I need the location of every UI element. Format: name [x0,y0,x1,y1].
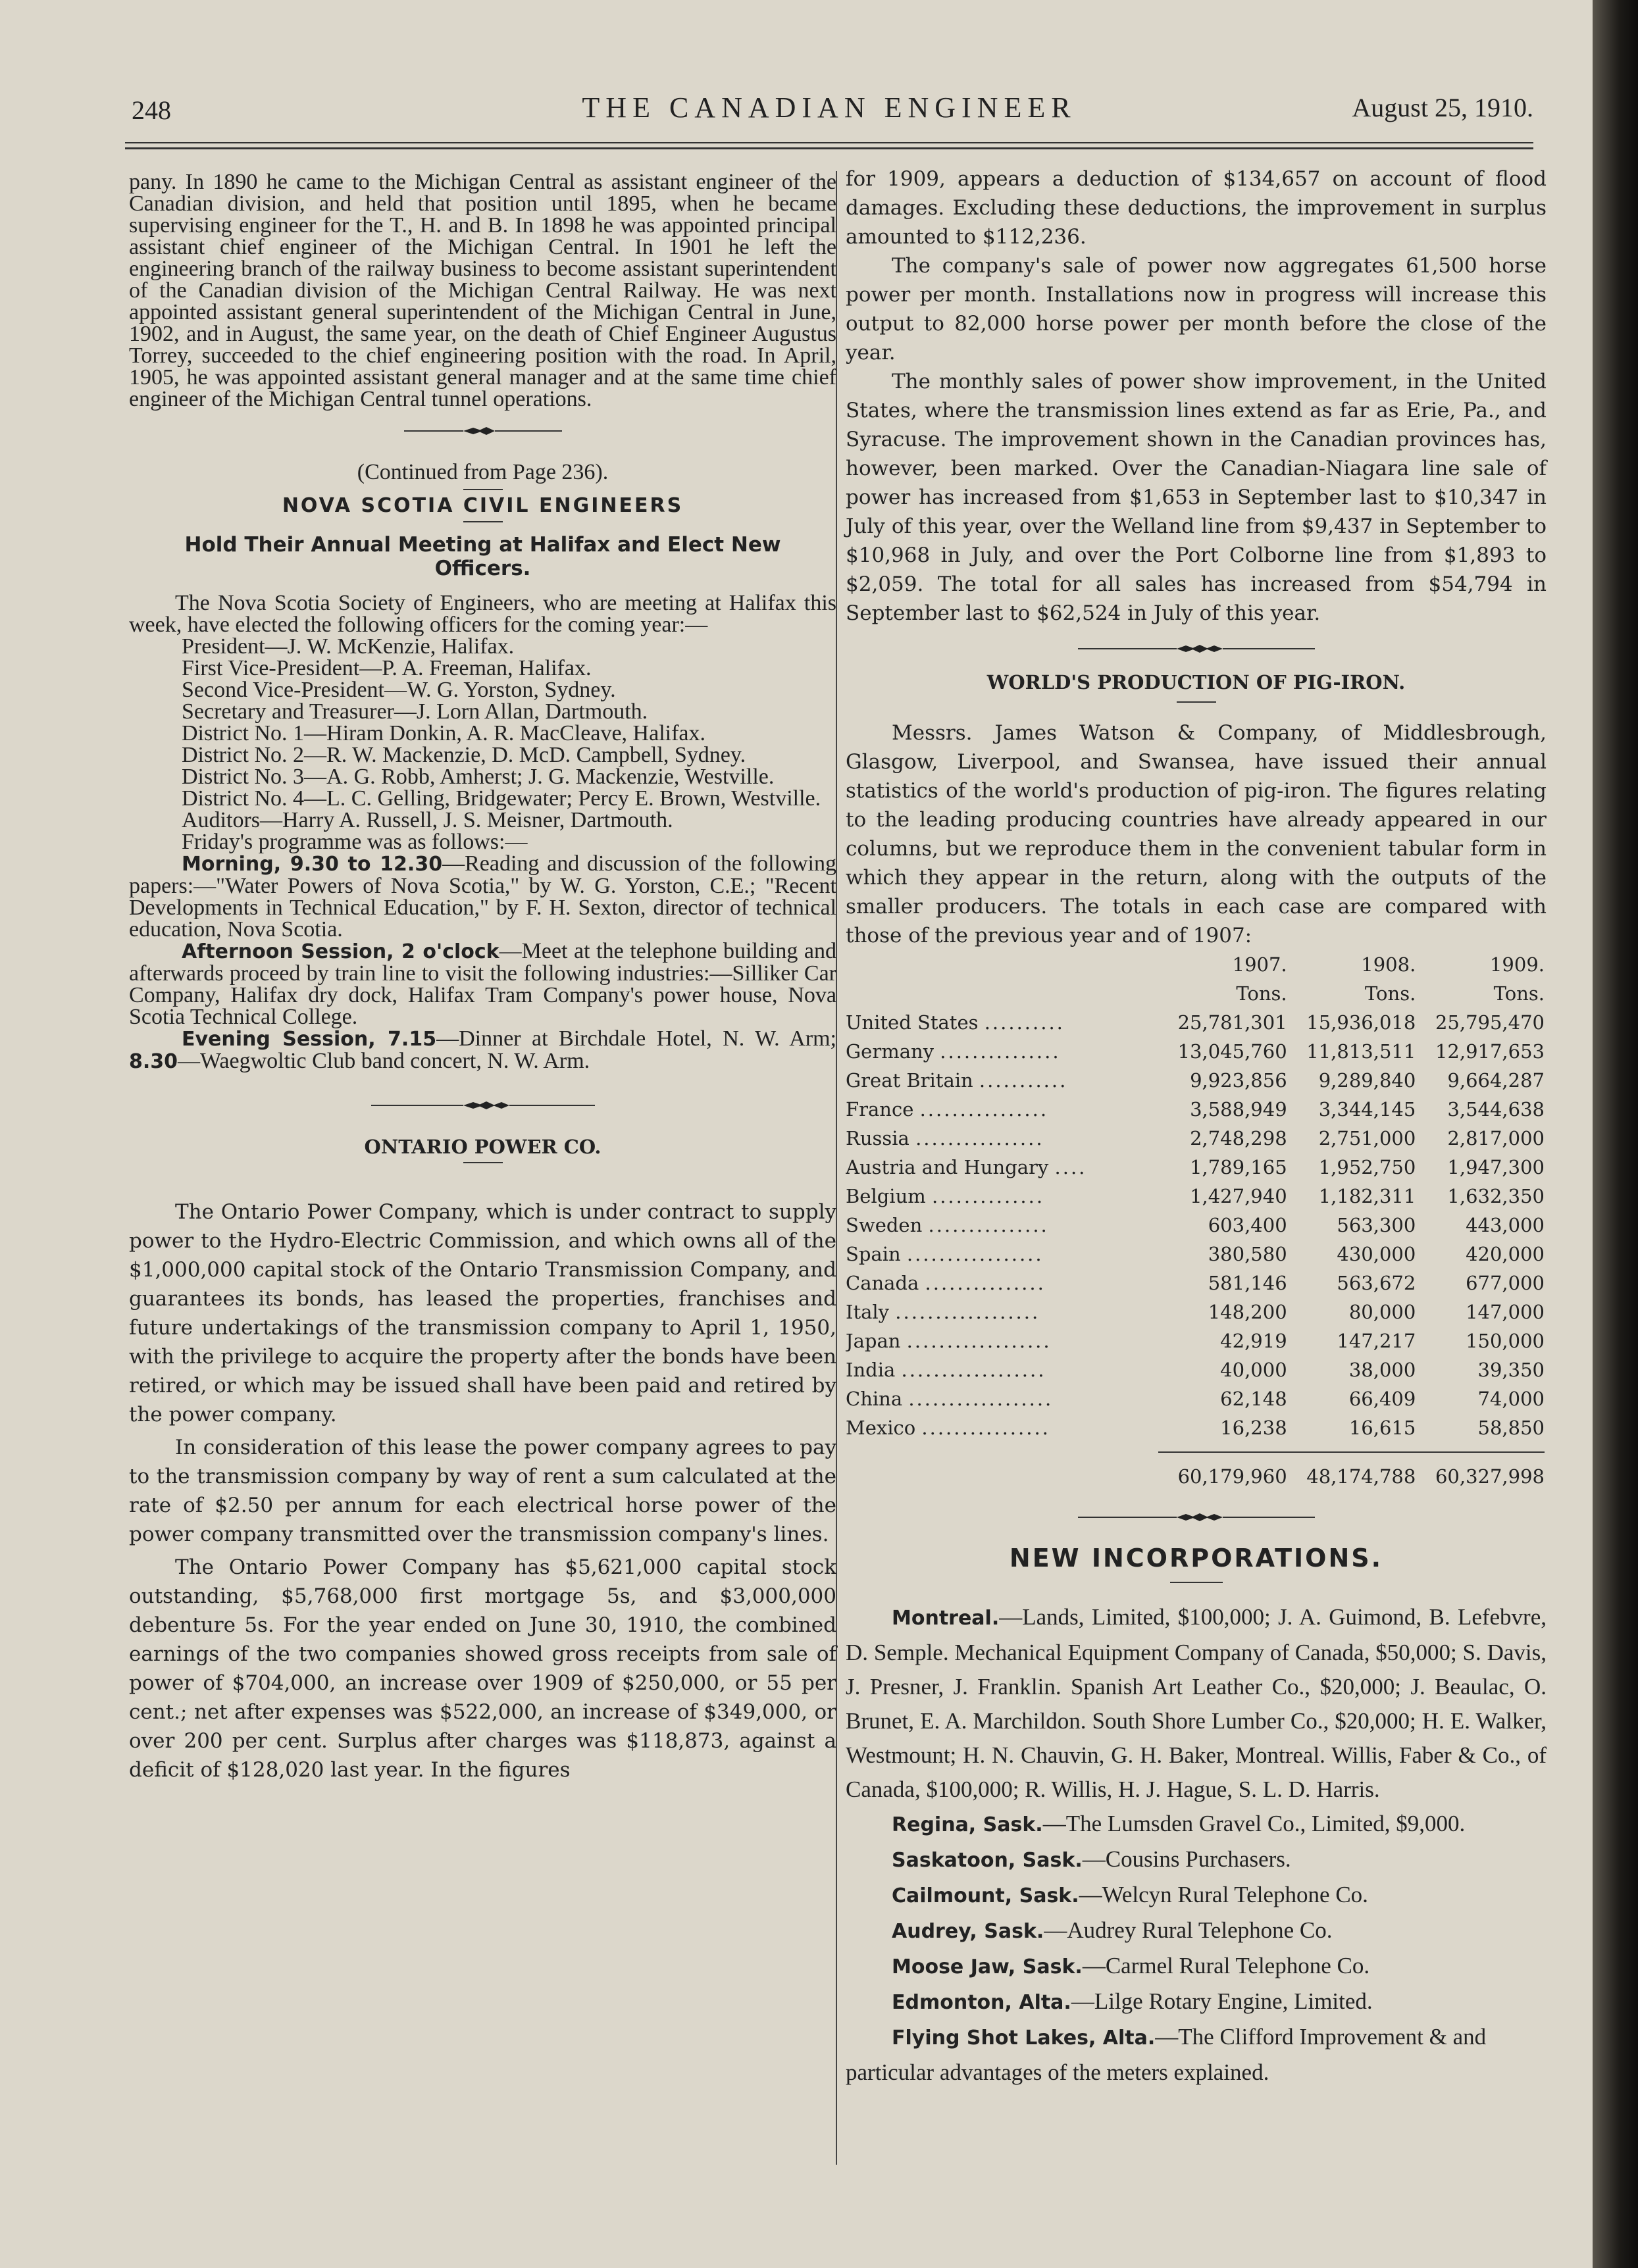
country-name: India [846,1359,896,1381]
district-line: District No. 3—A. G. Robb, Amherst; J. G. Mackenzie, Westville. [182,765,775,789]
value-cell: 603,400 [1208,1214,1287,1236]
inc-entry [846,1913,1547,1949]
value-cell: 581,146 [1208,1272,1287,1294]
inc-items [846,1807,1547,2090]
inc-place-label: Flying Shot Lakes, Alta. [892,2027,1156,2050]
dot-leaders: .............. [931,1185,1045,1207]
small-rule [463,1162,503,1163]
country-name: China [846,1388,903,1410]
value-cell: 39,350 [1477,1359,1545,1381]
table-row [846,1355,1545,1384]
evening-text: —Dinner at Birchdale Hotel, N. W. Arm; [436,1026,836,1051]
small-rule [463,489,503,490]
ns-intro: The Nova Scotia Society of Engineers, who are meeting at Halifax this week, have elected the following officers for the coming year:— [129,591,836,637]
op-paragraph-3: The Ontario Power Company has $5,621,000 capital stock outstanding, $5,768,000 first mortgage 5s, and $3,000,000 debenture 5s. For the year ended on June 30, 1910, the combined earnings of the two companies showed gross receipts from sale of power of $704,000, an increase over 1909 of $250,000, or 55 per cent.; net after expenses was $522,000, an increase of $349,000, or over 200 per cent. Surplus after charges was $118,873, against a deficit of $128,020 last year. In the figures [129,1555,836,1782]
afternoon-text: —Meet at the telephone building and afterwards proceed by train line to visit the following industries:—Silliker Car Company, Halifax dry dock, Halifax Tram Company's power house, Nova Scotia Technical College. [129,939,836,1029]
country-cell [846,1240,1158,1269]
year-1909: 1909. [1489,953,1545,976]
journal-title: THE CANADIAN ENGINEER [582,91,1077,124]
value-cell: 9,923,856 [1190,1069,1287,1092]
page-header [125,91,1533,130]
table-row [846,1298,1545,1326]
country-name: Great Britain [846,1069,973,1092]
morning-label: Morning, 9.30 to 12.30 [182,853,443,876]
inc-details: —The Lumsden Gravel Co., Limited, $9,000. [1042,1811,1466,1836]
ns-subtitle: Hold Their Annual Meeting at Halifax and Elect New Officers. [184,533,781,580]
op-paragraph-1: The Ontario Power Company, which is under contract to supply power to the Hydro-Electric Commission, and which owns all of the $1,000,000 capital stock of the Ontario Transmission Company, and guarantees its bonds, has leased the properties, franchises and future undertakings of the transmission company to April 1, 1950, with the privilege to acquire the property after the bonds have been retired, or which may be issued shall have been paid and retired by the power company. [129,1200,836,1426]
section-ornament [846,642,1547,662]
issue-date: August 25, 1910. [1352,93,1533,122]
afternoon-session [129,940,836,1028]
value-cell: 74,000 [1477,1388,1545,1410]
totals-row [846,1452,1545,1491]
country-name: United States [846,1011,979,1034]
inc-place-label: Edmonton, Alta. [892,1991,1071,2014]
inc-place-label: Audrey, Sask. [892,1920,1044,1943]
dot-leaders: .................. [906,1330,1052,1352]
dot-leaders: ............... [925,1272,1046,1294]
incorporations-list [846,1600,1547,2090]
officer-line: Secretary and Treasurer—J. Lorn Allan, Dartmouth. [182,699,648,724]
dot-leaders: ................ [921,1417,1050,1439]
district-line: District No. 2—R. W. Mackenzie, D. McD. Campbell, Sydney. [182,743,746,767]
value-cell: 12,917,653 [1435,1040,1545,1063]
dot-leaders: ............... [940,1040,1061,1063]
country-cell [846,1008,1158,1037]
table-row [846,1240,1545,1269]
dot-leaders: .................. [901,1359,1046,1381]
table-spacer [846,1442,1545,1452]
table-row [846,1384,1545,1413]
value-cell: 16,238 [1220,1417,1287,1439]
inc-place-label: Saskatoon, Sask. [892,1849,1083,1872]
value-cell: 150,000 [1466,1330,1545,1352]
value-cell: 563,672 [1337,1272,1416,1294]
country-cell [846,1355,1158,1384]
table-row [846,1095,1545,1124]
page-number: 248 [132,95,171,125]
small-rule [1170,1582,1223,1583]
officer-line: Second Vice-President—W. G. Yorston, Sydney. [182,678,616,702]
inc-details: —The Clifford Improvement & and particular advantages of the meters explained. [846,2024,1487,2085]
country-cell [846,1384,1158,1413]
value-cell: 2,748,298 [1190,1127,1287,1149]
dot-leaders: ................ [919,1098,1049,1121]
incorporations-title: NEW INCORPORATIONS. [1009,1544,1383,1573]
value-cell: 1,632,350 [1447,1185,1545,1207]
country-cell [846,1066,1158,1095]
ontario-power-article [129,1197,836,1784]
inc-details: —Welcyn Rural Telephone Co. [1079,1882,1368,1907]
pig-iron-title: WORLD'S PRODUCTION OF PIG-IRON. [986,671,1406,693]
section-ornament [846,1511,1547,1530]
evening-text-2: —Waegwoltic Club band concert, N. W. Arm. [178,1049,590,1073]
value-cell: 563,300 [1337,1214,1416,1236]
inc-entry [846,1984,1547,2020]
value-cell: 13,045,760 [1177,1040,1287,1063]
value-cell: 430,000 [1337,1243,1416,1265]
value-cell: 443,000 [1466,1214,1545,1236]
section-ornament [129,424,836,444]
inc-details: —Cousins Purchasers. [1082,1846,1291,1872]
value-cell: 9,664,287 [1447,1069,1545,1092]
country-name: Russia [846,1127,909,1149]
right-column [846,164,1547,2090]
country-cell [846,1182,1158,1211]
ns-title: NOVA SCOTIA CIVIL ENGINEERS [282,494,684,517]
country-cell [846,1298,1158,1326]
pig-iron-table [846,950,1545,1491]
value-cell: 58,850 [1477,1417,1545,1439]
small-rule [463,521,503,522]
country-name: Mexico [846,1417,916,1439]
district-line: District No. 4—L. C. Gelling, Bridgewater; Percy E. Brown, Westville. [182,786,821,811]
dot-leaders: .... [1054,1156,1087,1178]
value-cell: 9,289,840 [1318,1069,1416,1092]
evening-label: Evening Session, 7.15 [182,1028,437,1051]
morning-text: —Reading and discussion of the following papers:—"Water Powers of Nova Scotia," by W. G. Yorston, C.E.; "Recent Developments in Technical Education," by F. H. Sexton, director of technical education, Nova Scotia. [129,851,837,942]
total-cell: 60,327,998 [1416,1452,1545,1491]
unit-label: Tons. [1493,982,1545,1005]
country-name: Italy [846,1301,890,1323]
country-name: Austria and Hungary [846,1156,1049,1178]
value-cell: 25,795,470 [1435,1011,1545,1034]
value-cell: 1,789,165 [1190,1156,1287,1178]
value-cell: 147,000 [1466,1301,1545,1323]
country-name: Japan [846,1330,901,1352]
inc-details: —Lilge Rotary Engine, Limited. [1071,1988,1373,2014]
afternoon-label: Afternoon Session, 2 o'clock [182,940,499,963]
year-1907: 1907. [1232,953,1287,976]
dot-leaders: .......... [984,1011,1065,1034]
inc-details: —Carmel Rural Telephone Co. [1082,1953,1370,1978]
inc-place-label: Montreal. [892,1607,1000,1630]
country-name: Spain [846,1243,901,1265]
value-cell: 15,936,018 [1306,1011,1416,1034]
value-cell: 40,000 [1220,1359,1287,1381]
ontario-power-title: ONTARIO POWER CO. [364,1136,601,1158]
table-row [846,1413,1545,1442]
value-cell: 677,000 [1466,1272,1545,1294]
dot-leaders: .................. [908,1388,1054,1410]
left-column [129,171,836,1784]
country-name: Canada [846,1272,919,1294]
value-cell: 3,344,145 [1318,1098,1416,1121]
value-cell: 147,217 [1337,1330,1416,1352]
op-paragraph-2: In consideration of this lease the power company agrees to pay to the transmission company by way of rent a sum calculated at the rate of $2.50 per annum for each electrical horse power of the power company transmitted over the transmission company's lines. [129,1436,836,1546]
value-cell: 62,148 [1220,1388,1287,1410]
continued-note: (Continued from Page 236). [357,460,609,484]
value-cell: 66,409 [1348,1388,1416,1410]
inc-entry [846,1842,1547,1878]
dot-leaders: .................. [895,1301,1040,1323]
value-cell: 11,813,511 [1306,1040,1416,1063]
table-row [846,1269,1545,1298]
value-cell: 80,000 [1348,1301,1416,1323]
country-name: Belgium [846,1185,926,1207]
country-cell [846,1153,1158,1182]
inc-place-label: Regina, Sask. [892,1813,1043,1836]
small-rule [1177,701,1216,703]
programme-intro: Friday's programme was as follows:— [182,830,528,854]
officer-line: President—J. W. McKenzie, Halifax. [182,634,515,659]
unit-label: Tons. [1236,982,1287,1005]
total-cell: 48,174,788 [1287,1452,1416,1491]
table-row [846,1211,1545,1240]
op-paragraph-4: for 1909, appears a deduction of $134,657 on account of flood damages. Excluding these deductions, the improvement in surplus amounted to $112,236. [846,167,1547,249]
value-cell: 380,580 [1208,1243,1287,1265]
inc-entry [846,1807,1547,1842]
op-paragraph-5: The company's sale of power now aggregates 61,500 horse power per month. Installations now in progress will increase this output to 82,000 horse power per month before the close of the year. [846,254,1547,365]
ns-officers [129,592,836,1072]
header-rule [125,142,1533,149]
table-row [846,1037,1545,1066]
dot-leaders: ................ [915,1127,1044,1149]
evening-label-2: 8.30 [129,1050,178,1073]
table-row [846,1153,1545,1182]
inc-entry [846,1949,1547,1984]
table-row [846,1066,1545,1095]
inc-details: —Lands, Limited, $100,000; J. A. Guimond, B. Lefebvre, D. Semple. Mechanical Equipment Company of Canada, $50,000; S. Davis, J. Presner, J. Franklin. Spanish Art Leather Co., $20,000; J. Beaulac, O. Brunet, E. A. Marchildon. South Shore Lumber Co., $20,000; H. E. Walker, Westmount; H. N. Chauvin, G. H. Baker, Montreal. Willis, Faber & Co., of Canada, $100,000; R. Willis, H. J. Hague, S. L. D. Harris. [846,1604,1547,1802]
table-row [846,1182,1545,1211]
morning-session [129,853,836,940]
inc-place-label: Cailmount, Sask. [892,1884,1079,1907]
dot-leaders: ............... [928,1214,1049,1236]
total-cell: 60,179,960 [1158,1452,1287,1491]
country-cell [846,1211,1158,1240]
evening-session [129,1028,836,1072]
country-name: Sweden [846,1214,923,1236]
dot-leaders: ........... [979,1069,1068,1092]
country-name: France [846,1098,914,1121]
country-name: Germany [846,1040,934,1063]
value-cell: 2,751,000 [1318,1127,1416,1149]
table-header-years [846,950,1545,979]
pig-iron-intro: Messrs. James Watson & Company, of Middlesbrough, Glasgow, Liverpool, and Swansea, have issued their annual statistics of the world's production of pig-iron. The figures relating to the leading producing countries have already appeared in our columns, but we reproduce them in the convenient tabular form in which they appear in the return, along with the outputs of the smaller producers. The totals in each case are compared with those of the previous year and of 1907: [846,721,1547,947]
book-spine [1593,0,1638,2268]
year-1908: 1908. [1361,953,1416,976]
value-cell: 148,200 [1208,1301,1287,1323]
bio-paragraph: pany. In 1890 he came to the Michigan Central as assistant engineer of the Canadian division, and held that position until 1895, when he became supervising engineer for the T., H. and B. In 1898 he was appointed principal assistant chief engineer of the Michigan Central. In 1901 he left the engineering branch of the railway business to become assistant superintendent of the Canadian division of the Michigan Central Railway. He was next appointed assistant general superintendent of the Michigan Central in June, 1902, and in August, the same year, on the death of Chief Engineer Augustus Torrey, succeeded to the chief engineering position with the road. In April, 1905, he was appointed assistant general manager and at the same time chief engineer of the Michigan Central tunnel operations. [129,170,836,411]
value-cell: 1,947,300 [1447,1156,1545,1178]
value-cell: 42,919 [1220,1330,1287,1352]
table-row [846,1124,1545,1153]
unit-label: Tons. [1364,982,1416,1005]
value-cell: 1,427,940 [1190,1185,1287,1207]
auditors-line: Auditors—Harry A. Russell, J. S. Meisner, Dartmouth. [182,808,673,832]
value-cell: 38,000 [1348,1359,1416,1381]
country-cell [846,1413,1158,1442]
inc-details: —Audrey Rural Telephone Co. [1044,1917,1333,1943]
table-header-units [846,979,1545,1008]
op-paragraph-6: The monthly sales of power show improvement, in the United States, where the transmission lines extend as far as Erie, Pa., and Syracuse. The improvement shown in the Canadian provinces has, however, been marked. Over the Canadian-Niagara line sale of power has increased from $1,653 in September last to $10,347 in July of this year, over the Welland line from $9,437 in September to $10,968 in July, and over the Port Colborne line from $1,893 to $2,059. The total for all sales has increased from $54,794 in September last to $62,524 in July of this year. [846,370,1547,625]
value-cell: 25,781,301 [1177,1011,1287,1034]
value-cell: 2,817,000 [1447,1127,1545,1149]
value-cell: 3,588,949 [1190,1098,1287,1121]
section-ornament [129,1099,836,1119]
dot-leaders: ................. [906,1243,1044,1265]
inc-montreal [846,1600,1547,1807]
inc-entry [846,1878,1547,1913]
value-cell: 1,182,311 [1318,1185,1416,1207]
country-cell [846,1326,1158,1355]
table-row [846,1008,1545,1037]
country-cell [846,1124,1158,1153]
value-cell: 420,000 [1466,1243,1545,1265]
country-cell [846,1095,1158,1124]
table-row [846,1326,1545,1355]
value-cell: 3,544,638 [1447,1098,1545,1121]
inc-entry [846,2020,1547,2090]
inc-place-label: Moose Jaw, Sask. [892,1955,1083,1978]
district-line: District No. 1—Hiram Donkin, A. R. MacCleave, Halifax. [182,721,706,745]
value-cell: 1,952,750 [1318,1156,1416,1178]
value-cell: 16,615 [1348,1417,1416,1439]
country-cell [846,1037,1158,1066]
country-cell [846,1269,1158,1298]
officer-line: First Vice-President—P. A. Freeman, Halifax. [182,656,592,680]
